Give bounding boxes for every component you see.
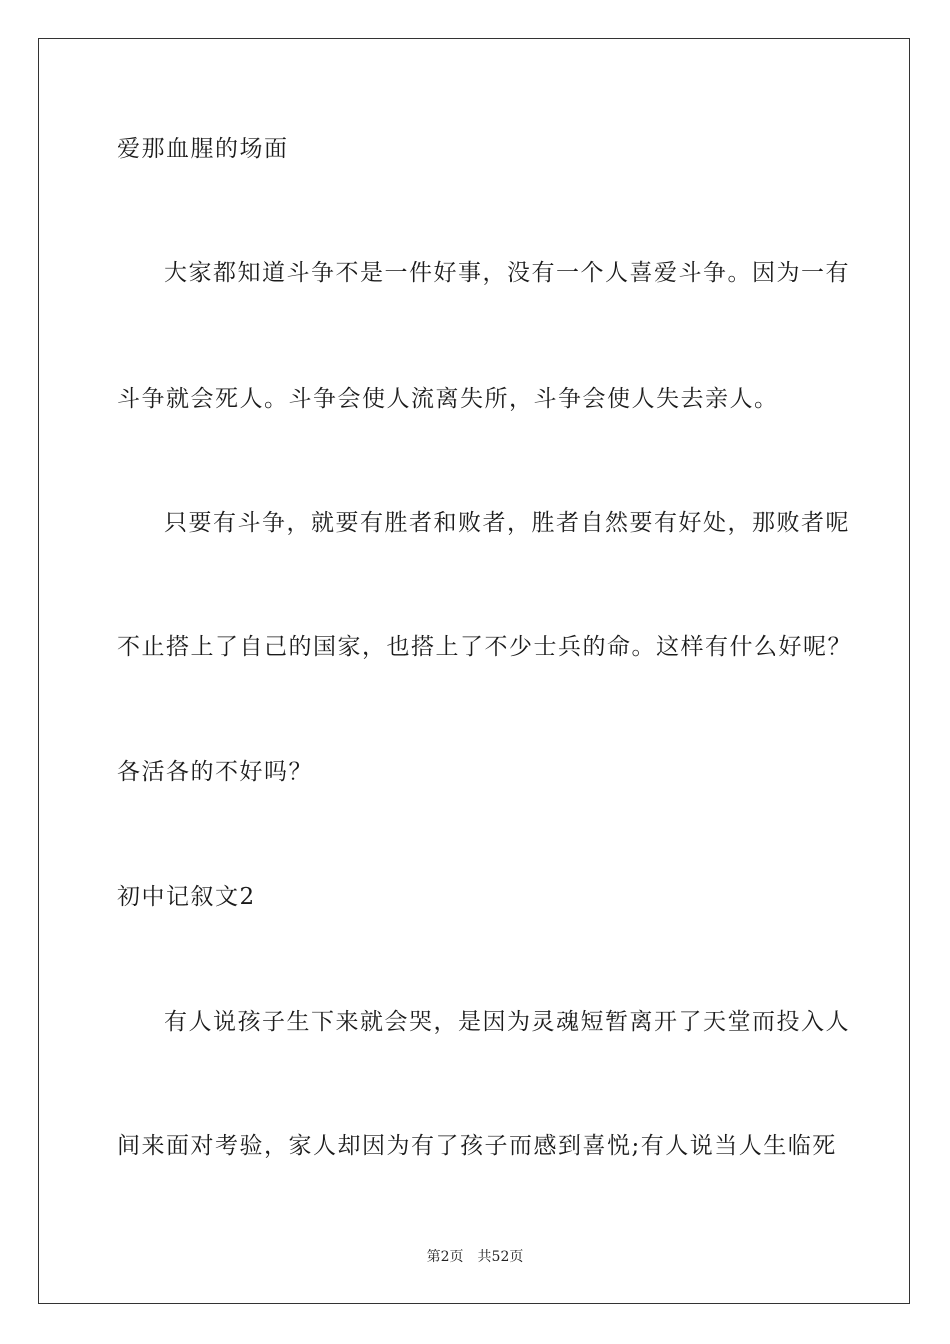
page-footer [0,1248,950,1266]
total-pages: 共52页 [477,1249,524,1265]
page-border [38,38,910,1304]
text-line-1: 爱那血腥的场面 [117,136,289,162]
page-number: 第2页 [426,1249,464,1265]
paragraph-line-8: 有人说孩子生下来就会哭，是因为灵魂短暂离开了天堂而投入人 [164,1009,850,1035]
paragraph-line-4: 只要有斗争，就要有胜者和败者，胜者自然要有好处，那败者呢 [164,510,850,536]
paragraph-line-2: 大家都知道斗争不是一件好事，没有一个人喜爱斗争。因为一有 [164,260,850,286]
section-heading: 初中记叙文2 [117,884,256,910]
paragraph-line-6: 各活各的不好吗？ [117,759,313,785]
paragraph-line-5: 不止搭上了自己的国家，也搭上了不少士兵的命。这样有什么好呢？ [117,634,852,660]
paragraph-line-9: 间来面对考验，家人却因为有了孩子而感到喜悦;有人说当人生临死 [117,1133,837,1159]
paragraph-line-3: 斗争就会死人。斗争会使人流离失所，斗争会使人失去亲人。 [117,386,779,412]
